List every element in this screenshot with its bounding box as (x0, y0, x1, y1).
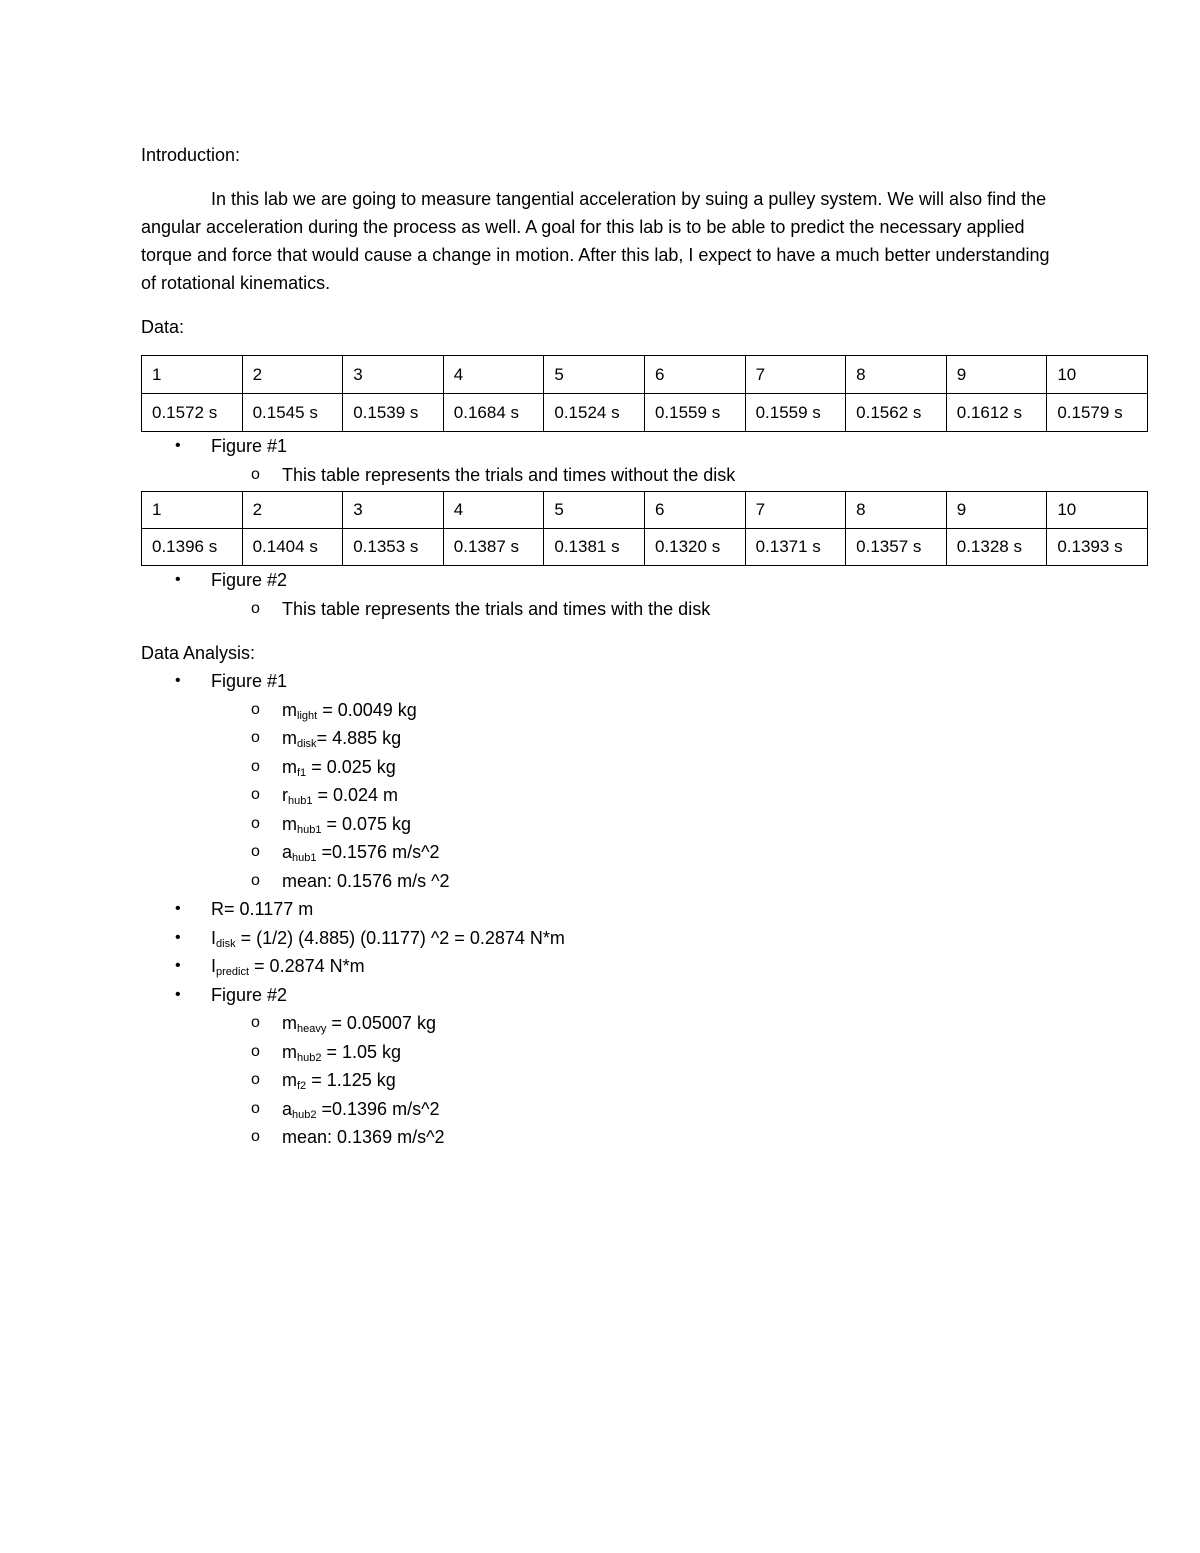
table-cell: 0.1396 s (142, 529, 243, 566)
figure1-label: Figure #1 (211, 436, 288, 456)
table-cell: 0.1572 s (142, 394, 243, 432)
table-cell: 7 (745, 356, 846, 394)
figure2-label: Figure #2 (211, 570, 288, 590)
list-item: o $m_{f2} = 1.125$ kg (211, 1066, 1148, 1095)
trials-table-without-disk (141, 355, 1148, 432)
list-item: o $a_{hub2} =0.1396$ m/s^2 (211, 1095, 1148, 1124)
introduction-paragraph: In this lab we are going to measure tangential acceleration by suing a pulley system. We will also find the angular acceleration during the process as well. A goal for this lab is to be able to predict the necessary applied torque and force that would cause a change in motion. After this lab, I expect to have a much better understanding of rotational kinematics. (141, 189, 1050, 293)
list-item: o $m_{hub2} = 1.05$ kg (211, 1038, 1148, 1067)
inertia-disk-line: = (1/2) (4.885) (0.1177) ^2 = 0.2874 N*m (235, 927, 565, 948)
figure1-caption: This table represents the trials and times without the disk (282, 464, 736, 485)
table-cell: 0.1320 s (644, 529, 745, 566)
sub-bullet-icon: o (251, 729, 260, 746)
table-cell: 9 (946, 492, 1047, 529)
bullet-icon: • (175, 571, 181, 588)
introduction-heading: Introduction: (141, 145, 241, 165)
bullet-icon: • (175, 437, 181, 454)
bullet-icon: • (175, 985, 181, 1003)
radius-line: R= 0.1177 m (211, 899, 314, 919)
table-row (142, 356, 1148, 394)
sub-bullet-icon: o (251, 871, 260, 889)
table-cell: 3 (343, 492, 444, 529)
list-item: o $m_{heavy} = 0.05007$ kg (211, 1009, 1148, 1038)
table-cell: 8 (846, 356, 947, 394)
list-item (141, 432, 1148, 489)
table-cell: 9 (946, 356, 1047, 394)
list-item (211, 595, 1148, 624)
analysis-figure2-sublist (211, 1009, 1148, 1152)
figure1-sublist (211, 461, 1148, 490)
sub-bullet-icon: o (251, 843, 260, 860)
list-item (141, 981, 1148, 1152)
inertia-predict-line: = 0.2874 N*m (249, 956, 365, 976)
table-cell: 0.1328 s (946, 529, 1047, 566)
table-cell: 0.1524 s (544, 394, 645, 432)
sub-bullet-icon: o (251, 814, 260, 832)
sub-bullet-icon: o (251, 465, 260, 483)
figure1-list (141, 432, 1148, 489)
list-item: o $m_{f1} = 0.025$ kg (211, 753, 1148, 782)
table-cell: 2 (242, 492, 343, 529)
analysis-list (141, 667, 1148, 1152)
analysis-figure1-label: Figure #1 (211, 671, 288, 691)
table-cell: 3 (343, 356, 444, 394)
bullet-icon: • (175, 957, 181, 974)
sub-bullet-icon: o (251, 1071, 260, 1088)
table-cell: 0.1357 s (846, 529, 947, 566)
sub-bullet-icon: o (251, 786, 260, 803)
bullet-icon: • (175, 900, 181, 917)
sub-bullet-icon: o (251, 757, 260, 775)
sub-bullet-icon: o (251, 700, 260, 718)
table-row (142, 529, 1148, 566)
document-page (141, 141, 1148, 1152)
list-item: • $I_{disk} = (1/2)$ (4.885) (0.1177) ^2 = 0.2874 N*m (141, 924, 1148, 953)
table-cell: 1 (142, 356, 243, 394)
table-cell: 0.1684 s (443, 394, 544, 432)
table-cell: 4 (443, 492, 544, 529)
table-cell: 4 (443, 356, 544, 394)
table-row (142, 394, 1148, 432)
table-cell: 0.1393 s (1047, 529, 1148, 566)
figure2-sublist (211, 595, 1148, 624)
table-cell: 0.1387 s (443, 529, 544, 566)
data-analysis-heading: Data Analysis: (141, 643, 256, 663)
list-item (141, 667, 1148, 895)
table-cell: 1 (142, 492, 243, 529)
analysis-figure2-label: Figure #2 (211, 984, 288, 1005)
table-cell: 0.1404 s (242, 529, 343, 566)
figure2-list (141, 566, 1148, 623)
table-cell: 2 (242, 356, 343, 394)
table-cell: 5 (544, 356, 645, 394)
table-cell: 0.1539 s (343, 394, 444, 432)
table-cell: 0.1579 s (1047, 394, 1148, 432)
figure2-caption: This table represents the trials and times with the disk (282, 598, 711, 619)
list-item (141, 895, 1148, 924)
list-item: o mean: 0.1576 m/s ^2 (211, 867, 1148, 896)
list-item: o $a_{hub1} =0.1576$ m/s^2 (211, 838, 1148, 867)
sub-bullet-icon: o (251, 1099, 260, 1117)
sub-bullet-icon: o (251, 1042, 260, 1060)
table-cell: 10 (1047, 492, 1148, 529)
table-cell: 8 (846, 492, 947, 529)
list-item: o $m_{hub1} = 0.075$ kg (211, 810, 1148, 839)
list-item: o $m_{disk}= 4.885$ kg (211, 724, 1148, 753)
list-item (141, 566, 1148, 623)
list-item (211, 461, 1148, 490)
table-cell: 6 (644, 492, 745, 529)
analysis-figure1-sublist (211, 696, 1148, 896)
table-cell: 0.1545 s (242, 394, 343, 432)
list-item: o mean: 0.1369 m/s^2 (211, 1123, 1148, 1152)
list-item: o $m_{light} = 0.0049$ kg (211, 696, 1148, 725)
table-cell: 0.1612 s (946, 394, 1047, 432)
table-cell: 0.1559 s (644, 394, 745, 432)
sub-bullet-icon: o (251, 599, 260, 617)
table-cell: 0.1353 s (343, 529, 444, 566)
bullet-icon: • (175, 928, 181, 946)
table-cell: 0.1381 s (544, 529, 645, 566)
trials-table-with-disk (141, 491, 1148, 566)
table-cell: 0.1562 s (846, 394, 947, 432)
table-cell: 10 (1047, 356, 1148, 394)
list-item: o $r_{hub1} = 0.024$ m (211, 781, 1148, 810)
table-cell: 6 (644, 356, 745, 394)
bullet-icon: • (175, 672, 181, 689)
table-cell: 7 (745, 492, 846, 529)
table-cell: 0.1371 s (745, 529, 846, 566)
table-row (142, 492, 1148, 529)
sub-bullet-icon: o (251, 1014, 260, 1031)
table-cell: 0.1559 s (745, 394, 846, 432)
sub-bullet-icon: o (251, 1128, 260, 1145)
table-cell: 5 (544, 492, 645, 529)
list-item: • $I_{predict} = 0.2874$ N*m (141, 952, 1148, 981)
data-heading: Data: (141, 317, 185, 337)
